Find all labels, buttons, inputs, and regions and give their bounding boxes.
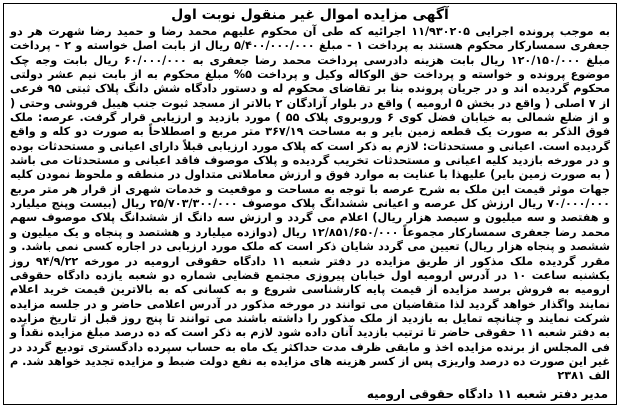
notice-title: آگهی مزایده اموال غیر منقول نوبت اول <box>171 7 449 23</box>
auction-notice <box>3 3 617 405</box>
notice-body: به موجب پرونده اجرایی ۱۱/۹۳۰۲۰۵ اجرائیه که طی آن محکوم علیهم محمد رضا و حمید رضا شهرت هر دو جعفری سمسارکار محکوم هستند به پرداخت ۱ - مبلغ ۵/۴۰۰/۰۰۰/۰۰۰ ریال از بابت اصل خواسته و ۲ - پرداخت مبلغ ۱۲۰/۱۵۰/۰۰۰ ریال بابت هزینه دادرسی پرداخت محمد رضا جعفری به ۶۰/۰۰۰/۰۰۰ ریال بابت وجه چک موضوع پرونده و خواسته و پرداخت حق الوکاله وکیل و پرداخت ۵% مبلغ محکوم به از بابت نیم عشر دولتی محکوم گردیده اند و در جریان پرونده بنا بر تقاضای محکوم له و دستور دادگاه شش دانگ پلاک ثبتی ۹۵ فرعی از ۷ اصلی ( واقع در بخش ۵ ارومیه ) واقع در بلوار آزادگان ۲ بالاتر از مسجد ثبوت جنب هیبل فروشی وحتی ( و از ضلع شمالی به خیابان فضل کوی ۶ وروبروی پلاک ۵۵ ) مورد بازدید و ارزیابی قرار گرفت. عرصه: ملک فوق الذکر به صورت یک قطعه زمین بایر و به مساحت ۳۶۷/۱۹ متر مربع و اصطلاحاً به صورت دو کله و واقع گردیده است. اعیانی و مستحدثات: لازم به ذکر است که پلاک مورد ارزیابی قبلاً دارای اعیانی و مستحدثات بوده و در مورخه بازدید کلیه اعیانی و مستحدثات تخریب گردیده و پلاک موصوف فاقد اعیانی و مستحدثات می باشد ( به صورت زمین بایر) علیهذا با عنایت به موارد فوق و ارزش معاملاتی متداول در منطقه و ملحوظ نمودن کلیه جهات موثر قیمت این ملک به شرح عرصه با توجه به مساحت و موقعیت و خدمات شهری از قرار هر متر مربع ۷۰/۰۰۰/۰۰۰ ریال ارزش کل عرصه و اعیانی ششدانگ پلاک موصوف ۲۵/۷۰۳/۳۰۰/۰۰۰ ریال (بیست وپنج میلیارد و هفتصد و سه میلیون و سیصد هزار ریال) اعلام می گردد و ارزش سه دانگ از ششدانگ پلاک موصوف سهم محمد رضا جعفری سمسارکار مجموعاً ۱۲/۸۵۱/۶۵۰/۰۰۰ ریال (دوازده میلیارد و هشتصد و پنجاه و یک میلیون و ششصد و پنجاه هزار ریال) تعیین می گردد شایان ذکر است که ملک مورد ارزیابی در اجاره کسی نمی باشد. و مقرر گردیده ملک مذکور از طریق مزایده در دفتر شعبه ۱۱ دادگاه حقوقی ارومیه در مورخه ۹۴/۹/۲۲ روز یکشنبه ساعت ۱۰ در آدرس ارومیه اول خیابان پیروزی مجتمع قضایی شماره دو شعبه یازده دادگاه حقوقی ارومیه به فروش برسد مزایده از قیمت پایه کارشناسی شروع و به کسانی که به بالاترین قیمت خرید اعلام نمایند واگذار خواهد گردید لذا متقاضیان می توانند در مورخه مذکور در آدرس اعلامی حاضر و در جلسه مزایده شرکت نمایند و چنانچه تمایل به بازدید از ملک مذکور را داشته باشند می توانند تا پنج روز قبل از تاریخ مزایده به دفتر شعبه ۱۱ حقوقی حاضر تا ترتیب بازدید آنان داده شود لازم به ذکر است که ده درصد مبلغ مزایده نقداً و فی المجلس از برنده مزایده اخذ و مابقی ظرف مدت حداکثر یک ماه به حساب سپرده دادگستری تودیع گردد در غیر این صورت ده درصد واریزی پس از کسر هزینه های مزایده به نفع دولت ضبط و مزایده تجدید خواهد شد. م الف ۲۳۸۱ <box>10 25 611 383</box>
notice-signature: مدیر دفتر شعبه ۱۱ دادگاه حقوقی ارومیه <box>366 387 608 401</box>
